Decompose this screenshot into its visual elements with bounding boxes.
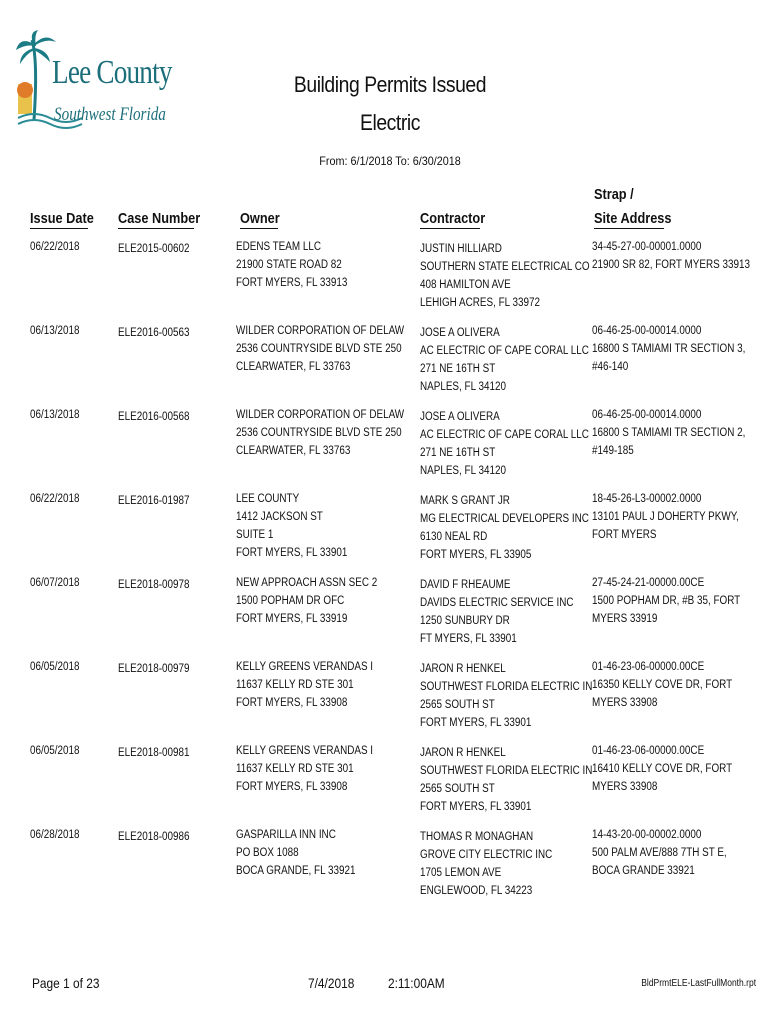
issue-date: 06/07/2018 [30,577,80,589]
case-number: ELE2015-00602 [118,243,190,255]
contractor-block [420,240,590,312]
contractor-line: 2565 SOUTH ST [420,783,495,795]
owner-line: 1412 JACKSON ST [236,511,323,523]
strap-number: 01-46-23-06-00000.00CE [592,661,705,673]
contractor-line: 271 NE 16TH ST [420,363,496,375]
contractor-line: AC ELECTRIC OF CAPE CORAL LLC [420,345,589,357]
site-address: 16350 KELLY COVE DR, FORT MYERS 33908 [592,679,732,709]
case-number: ELE2016-01987 [118,495,190,507]
logo-subtitle: Southwest Florida [54,104,166,125]
owner-line: FORT MYERS, FL 33901 [236,547,348,559]
strap-site-block [592,322,755,376]
contractor-line: JUSTIN HILLIARD [420,243,502,255]
strap-number: 01-46-23-06-00000.00CE [592,745,705,757]
site-address: 16800 S TAMIAMI TR SECTION 3, #46-140 [592,343,746,373]
owner-line: 11637 KELLY RD STE 301 [236,679,354,691]
contractor-line: SOUTHWEST FLORIDA ELECTRIC IN [420,681,593,693]
contractor-line: DAVIDS ELECTRIC SERVICE INC [420,597,574,609]
contractor-line: JOSE A OLIVERA [420,411,500,423]
page-number: Page 1 of 23 [32,975,100,991]
owner-line: FORT MYERS, FL 33908 [236,697,348,709]
report-file-name: BldPrmtELE-LastFullMonth.rpt [641,978,756,989]
issue-date: 06/05/2018 [30,745,80,757]
contractor-line: 6130 NEAL RD [420,531,488,543]
header-underline [118,228,194,229]
issue-date: 06/13/2018 [30,325,80,337]
case-number: ELE2018-00986 [118,831,190,843]
site-address: 21900 SR 82, FORT MYERS 33913 [592,259,750,271]
header-underline [420,228,480,229]
site-address: 13101 PAUL J DOHERTY PKWY, FORT MYERS [592,511,739,541]
contractor-block [420,324,589,396]
owner-line: 1500 POPHAM DR OFC [236,595,345,607]
contractor-line: NAPLES, FL 34120 [420,381,506,393]
strap-number: 18-45-26-L3-00002.0000 [592,493,702,505]
owner-block [236,658,382,712]
contractor-line: FORT MYERS, FL 33905 [420,549,532,561]
owner-line: 2536 COUNTRYSIDE BLVD STE 250 [236,343,402,355]
site-address: 16800 S TAMIAMI TR SECTION 2, #149-185 [592,427,746,457]
strap-site-block [592,574,755,628]
contractor-line: 1250 SUNBURY DR [420,615,510,627]
owner-line: BOCA GRANDE, FL 33921 [236,865,356,877]
strap-number: 27-45-24-21-00000.00CE [592,577,705,589]
owner-line: LEE COUNTY [236,493,300,505]
contractor-line: MG ELECTRICAL DEVELOPERS INC [420,513,589,525]
header-site-address: Site Address [594,210,672,227]
owner-line: CLEARWATER, FL 33763 [236,445,351,457]
owner-line: GASPARILLA INN INC [236,829,336,841]
issue-date: 06/05/2018 [30,661,80,673]
contractor-line: SOUTHERN STATE ELECTRICAL CO [420,261,590,273]
print-time: 2:11:00AM [388,975,445,991]
owner-line: NEW APPROACH ASSN SEC 2 [236,577,378,589]
contractor-line: DAVID F RHEAUME [420,579,511,591]
contractor-block [420,576,573,648]
owner-block [236,574,382,628]
header-issue-date: Issue Date [30,210,94,227]
header-contractor: Contractor [420,210,486,227]
issue-date: 06/28/2018 [30,829,80,841]
owner-line: WILDER CORPORATION OF DELAW [236,409,405,421]
strap-site-block [592,490,755,544]
contractor-line: GROVE CITY ELECTRIC INC [420,849,553,861]
owner-line: FORT MYERS, FL 33919 [236,613,348,625]
site-address: 1500 POPHAM DR, #B 35, FORT MYERS 33919 [592,595,741,625]
owner-block [236,322,405,376]
owner-block [236,406,405,460]
strap-site-block [592,742,755,796]
case-number: ELE2018-00981 [118,747,190,759]
contractor-line: JARON R HENKEL [420,663,506,675]
case-number: ELE2016-00563 [118,327,190,339]
strap-number: 14-43-20-00-00002.0000 [592,829,702,841]
date-range: From: 6/1/2018 To: 6/30/2018 [319,154,461,168]
contractor-line: JARON R HENKEL [420,747,506,759]
contractor-line: 1705 LEMON AVE [420,867,502,879]
header-strap: Strap / [594,186,634,203]
owner-line: FORT MYERS, FL 33908 [236,781,348,793]
contractor-block [420,744,593,816]
contractor-block [420,408,589,480]
lee-county-logo [14,28,170,136]
owner-line: KELLY GREENS VERANDAS I [236,745,374,757]
contractor-line: ENGLEWOOD, FL 34223 [420,885,533,897]
header-case-number: Case Number [118,210,201,227]
site-address: 16410 KELLY COVE DR, FORT MYERS 33908 [592,763,732,793]
owner-line: SUITE 1 [236,529,274,541]
strap-site-block [592,658,755,712]
strap-site-block [592,826,755,880]
contractor-line: AC ELECTRIC OF CAPE CORAL LLC [420,429,589,441]
contractor-line: FT MYERS, FL 33901 [420,633,517,645]
issue-date: 06/13/2018 [30,409,80,421]
contractor-line: NAPLES, FL 34120 [420,465,506,477]
owner-block [236,490,382,562]
owner-line: 21900 STATE ROAD 82 [236,259,342,271]
owner-line: WILDER CORPORATION OF DELAW [236,325,405,337]
owner-block [236,238,382,292]
header-underline [30,228,88,229]
strap-number: 34-45-27-00-00001.0000 [592,241,702,253]
contractor-line: JOSE A OLIVERA [420,327,500,339]
case-number: ELE2018-00978 [118,579,190,591]
issue-date: 06/22/2018 [30,493,80,505]
contractor-line: FORT MYERS, FL 33901 [420,801,532,813]
strap-site-block [592,406,755,460]
contractor-line: 271 NE 16TH ST [420,447,496,459]
report-subtitle: Electric [360,110,420,135]
header-underline [594,228,664,229]
contractor-line: 408 HAMILTON AVE [420,279,511,291]
strap-number: 06-46-25-00-00014.0000 [592,325,702,337]
contractor-line: LEHIGH ACRES, FL 33972 [420,297,541,309]
contractor-line: THOMAS R MONAGHAN [420,831,534,843]
contractor-block [420,828,573,900]
header-owner: Owner [240,210,280,227]
case-number: ELE2018-00979 [118,663,190,675]
case-number: ELE2016-00568 [118,411,190,423]
owner-line: PO BOX 1088 [236,847,299,859]
contractor-line: FORT MYERS, FL 33901 [420,717,532,729]
owner-block [236,742,382,796]
owner-line: 11637 KELLY RD STE 301 [236,763,354,775]
strap-site-block [592,238,755,274]
owner-line: CLEARWATER, FL 33763 [236,361,351,373]
logo-title: Lee County [52,54,172,91]
owner-line: FORT MYERS, FL 33913 [236,277,348,289]
contractor-block [420,492,589,564]
contractor-block [420,660,593,732]
site-address: 500 PALM AVE/888 7TH ST E, BOCA GRANDE 33921 [592,847,727,877]
contractor-line: 2565 SOUTH ST [420,699,495,711]
issue-date: 06/22/2018 [30,241,80,253]
owner-line: 2536 COUNTRYSIDE BLVD STE 250 [236,427,402,439]
owner-line: EDENS TEAM LLC [236,241,322,253]
strap-number: 06-46-25-00-00014.0000 [592,409,702,421]
header-underline [240,228,278,229]
owner-block [236,826,382,880]
contractor-line: SOUTHWEST FLORIDA ELECTRIC IN [420,765,593,777]
report-title: Building Permits Issued [293,72,487,97]
owner-line: KELLY GREENS VERANDAS I [236,661,374,673]
contractor-line: MARK S GRANT JR [420,495,510,507]
print-date: 7/4/2018 [308,975,355,991]
